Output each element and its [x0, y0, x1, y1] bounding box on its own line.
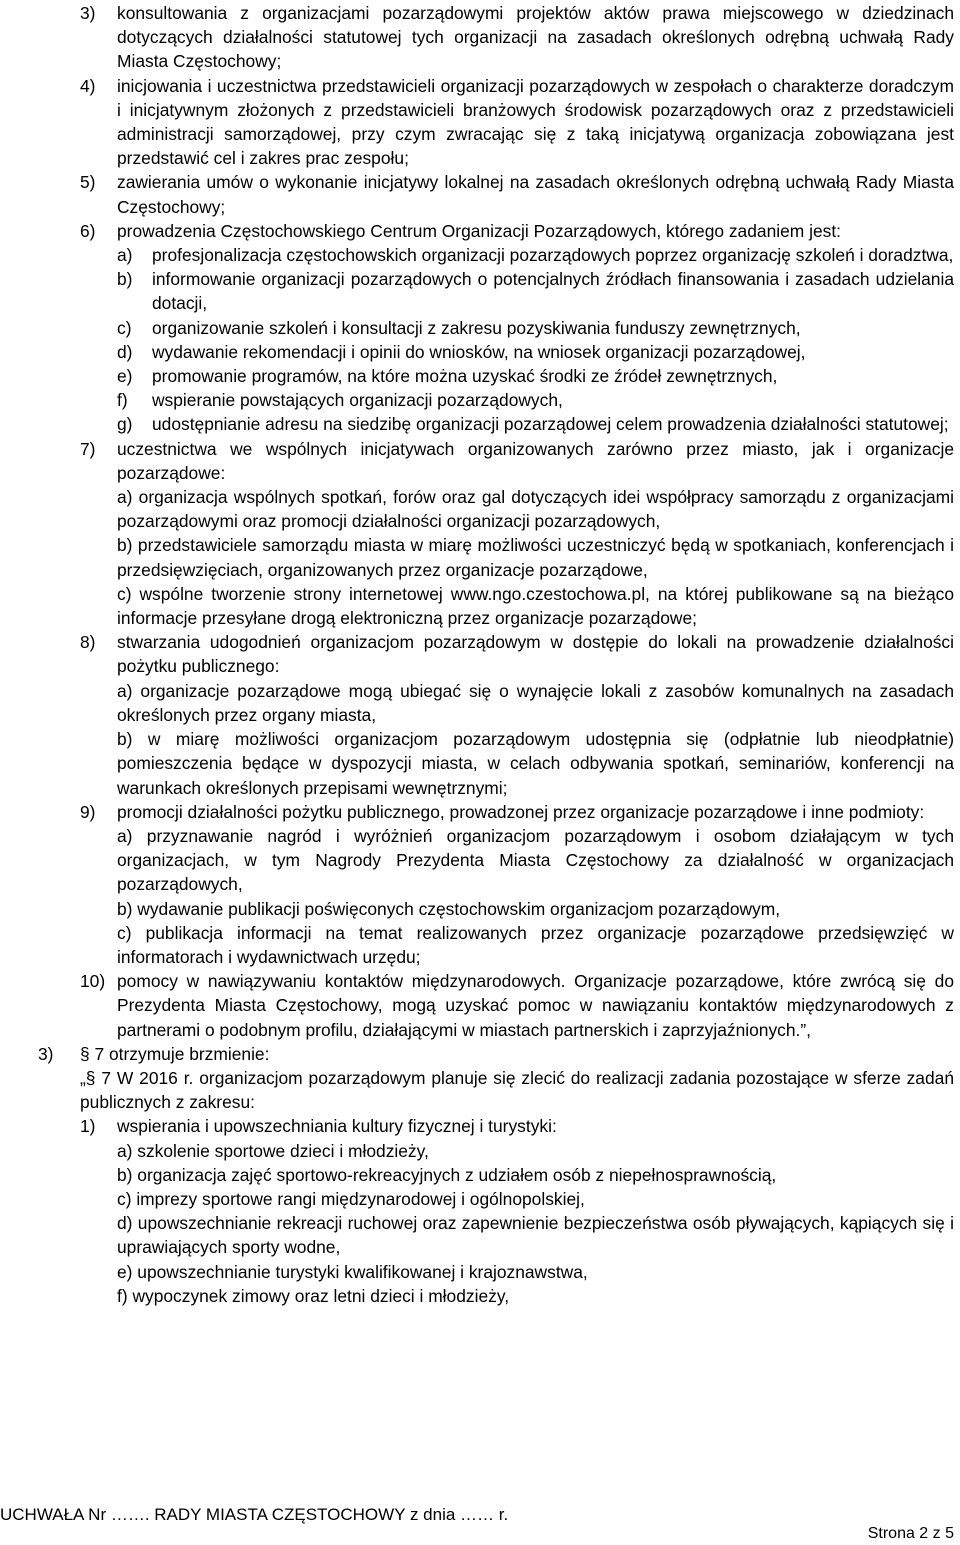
list-text: zawierania umów o wykonanie inicjatywy lokalnej na zasadach określonych odrębną uchwałą Rady Miasta Częstochowy; [117, 172, 954, 217]
sub-number: a) [117, 245, 133, 266]
list-item-3 [0, 1, 954, 74]
sub-number: c) [117, 317, 132, 338]
sub-text: profesjonalizacja częstochowskich organizacji pozarządowych poprzez organizację szkoleń i doradztwa, [152, 245, 954, 266]
section-7-list-item-1 [0, 1114, 954, 1138]
sub-item-6b [0, 267, 954, 315]
list-text: stwarzania udogodnień organizacjom pozarządowym w dostępie do lokali na prowadzenie działalności pożytku publicznego: [117, 632, 954, 677]
list-number: 3) [80, 3, 96, 23]
sub-number: g) [117, 414, 133, 435]
list-text: wspierania i upowszechniania kultury fizycznej i turystyki: [117, 1116, 557, 1137]
sub-text: promowanie programów, na które można uzyskać środki ze źródeł zewnętrznych, [152, 366, 778, 387]
paragraph-9a: a) przyznawanie nagród i wyróżnień organizacjom pozarządowym i osobom działającym w tych organizacjach, w tym Nagrody Prezydenta Miasta Częstochowy za działalność w organizacjach pozarządowych, [117, 825, 954, 895]
paragraph-7b: b) przedstawiciele samorządu miasta w miarę możliwości uczestniczyć będą w spotkaniach, konferencjach i przedsięwzięciach, organizowanych przez organizacje pozarządowe, [117, 535, 954, 580]
sub-text: wydawanie rekomendacji i opinii do wniosków, na wniosek organizacji pozarządowej, [152, 341, 806, 362]
list-item-7 [0, 437, 954, 485]
paragraph-8b: b) w miarę możliwości organizacjom pozarządowym udostępnia się (odpłatnie lub nieodpłatnie) pomieszczenia będące w dyspozycji miasta, w celach odbywania spotkań, seminariów, konferencji na warunkach określonych przepisami wewnętrznymi; [117, 729, 954, 798]
sub-item-6c [0, 316, 954, 340]
list-item-4 [0, 74, 954, 171]
sub-text: wspieranie powstających organizacji pozarządowych, [152, 390, 563, 411]
list-text: konsultowania z organizacjami pozarządowymi projektów aktów prawa miejscowego w dziedzinach dotyczących działalności statutowej tych organizacji na zasadach określonych odrębną uchwałą Rady Miasta Częstochowy; [117, 3, 954, 72]
sub-number: d) [117, 341, 133, 362]
sub-number: f) [117, 390, 128, 411]
list-item-8 [0, 630, 954, 678]
list-item-6 [0, 219, 954, 243]
list-item-9 [0, 800, 954, 824]
paragraph-9b: b) wydawanie publikacji poświęconych częstochowskim organizacjom pozarządowym, [117, 898, 781, 919]
sub-item-6f [0, 388, 954, 412]
section-7-paragraph-e: e) upowszechnianie turystyki kwalifikowanej i krajoznawstwa, [117, 1261, 588, 1282]
list-number: 10) [80, 971, 106, 992]
sub-text: informowanie organizacji pozarządowych o potencjalnych źródłach finansowania i zasadach udzielania dotacji, [152, 269, 954, 314]
sub-number: b) [117, 269, 133, 290]
section-7-paragraph-b: b) organizacja zajęć sportowo-rekreacyjnych z udziałem osób z niepełnosprawnością, [117, 1164, 777, 1185]
list-text: pomocy w nawiązywaniu kontaktów międzynarodowych. Organizacje pozarządowe, które zwrócą się do Prezydenta Miasta Częstochowy, mogą uzyskać pomoc w nawiązaniu kontaktów międzynarodowych z partnerami o podobnym profilu, działającymi w miastach partnerskich i zaprzyjaźnionych.”, [117, 971, 954, 1040]
footer-resolution-title: UCHWAŁA Nr ……. RADY MIASTA CZĘSTOCHOWY z dnia …… r. [0, 1505, 509, 1524]
amendment-number: 3) [38, 1043, 54, 1064]
list-number: 1) [80, 1116, 96, 1137]
list-text: inicjowania i uczestnictwa przedstawicieli organizacji pozarządowych w zespołach o charakterze doradczym i inicjatywnym złożonych z przedstawicieli branżowych środowisk pozarządowych oraz z przedstawicieli administracji samorządowej, przy czym zwracając się z taką inicjatywą organizacja zobowiązana jest przedstawić cel i zakres prac zespołu; [117, 75, 954, 169]
list-number: 5) [80, 172, 96, 193]
paragraph-8a: a) organizacje pozarządowe mogą ubiegać się o wynajęcie lokali z zasobów komunalnych na zasadach określonych przez organy miasta, [117, 680, 954, 725]
list-number: 4) [80, 75, 96, 96]
list-text: prowadzenia Częstochowskiego Centrum Organizacji Pozarządowych, którego zadaniem jest: [117, 220, 841, 241]
document-body [0, 1, 954, 1308]
paragraph-7a: a) organizacja wspólnych spotkań, forów oraz gal dotyczących idei współpracy samorządu z organizacjami pozarządowymi oraz promocji działalności organizacji pozarządowych, [117, 487, 954, 532]
paragraph-7c: c) wspólne tworzenie strony internetowej www.ngo.czestochowa.pl, na której publikowane są na bieżąco informacje przesyłane drogą elektroniczną przez organizacje pozarządowe; [117, 583, 954, 629]
list-number: 8) [80, 632, 96, 653]
sub-item-6d [0, 340, 954, 364]
section-7-paragraph-d: d) upowszechnianie rekreacji ruchowej oraz zapewnienie bezpieczeństwa osób pływających, kąpiących się i uprawiających sporty wodne, [117, 1213, 954, 1258]
list-number: 7) [80, 438, 96, 459]
sub-text: organizowanie szkoleń i konsultacji z zakresu pozyskiwania funduszy zewnętrznych, [152, 317, 801, 338]
list-number: 9) [80, 801, 96, 822]
paragraph-9c: c) publikacja informacji na temat realizowanych przez organizacje pozarządowe przedsięwzięć w informatorach i wydawnictwach urzędu; [117, 922, 954, 967]
section-7-paragraph-f: f) wypoczynek zimowy oraz letni dzieci i młodzieży, [117, 1285, 510, 1306]
amendment-text: § 7 otrzymuje brzmienie: [80, 1043, 270, 1064]
list-number: 6) [80, 220, 96, 241]
list-item-10 [0, 969, 954, 1042]
sub-item-6a [0, 243, 954, 267]
sub-item-6g [0, 412, 954, 436]
section-7-intro: „§ 7 W 2016 r. organizacjom pozarządowym planuje się zlecić do realizacji zadania pozostające w sferze zadań publicznych z zakresu: [80, 1067, 954, 1113]
footer-page-number: Strona 2 z 5 [867, 1525, 954, 1542]
sub-item-6e [0, 364, 954, 388]
list-text: uczestnictwa we wspólnych inicjatywach organizowanych zarówno przez miasto, jak i organizacje pozarządowe: [117, 438, 954, 483]
section-7-paragraph-a: a) szkolenie sportowe dzieci i młodzieży, [117, 1140, 429, 1161]
section-7-paragraph-c: c) imprezy sportowe rangi międzynarodowej i ogólnopolskiej, [117, 1188, 585, 1209]
list-item-5 [0, 170, 954, 218]
sub-text: udostępnianie adresu na siedzibę organizacji pozarządowej celem prowadzenia działalności statutowej; [152, 414, 949, 435]
amendment-point-3 [0, 1042, 954, 1066]
sub-number: e) [117, 366, 133, 387]
list-text: promocji działalności pożytku publicznego, prowadzonej przez organizacje pozarządowe i inne podmioty: [117, 801, 925, 822]
